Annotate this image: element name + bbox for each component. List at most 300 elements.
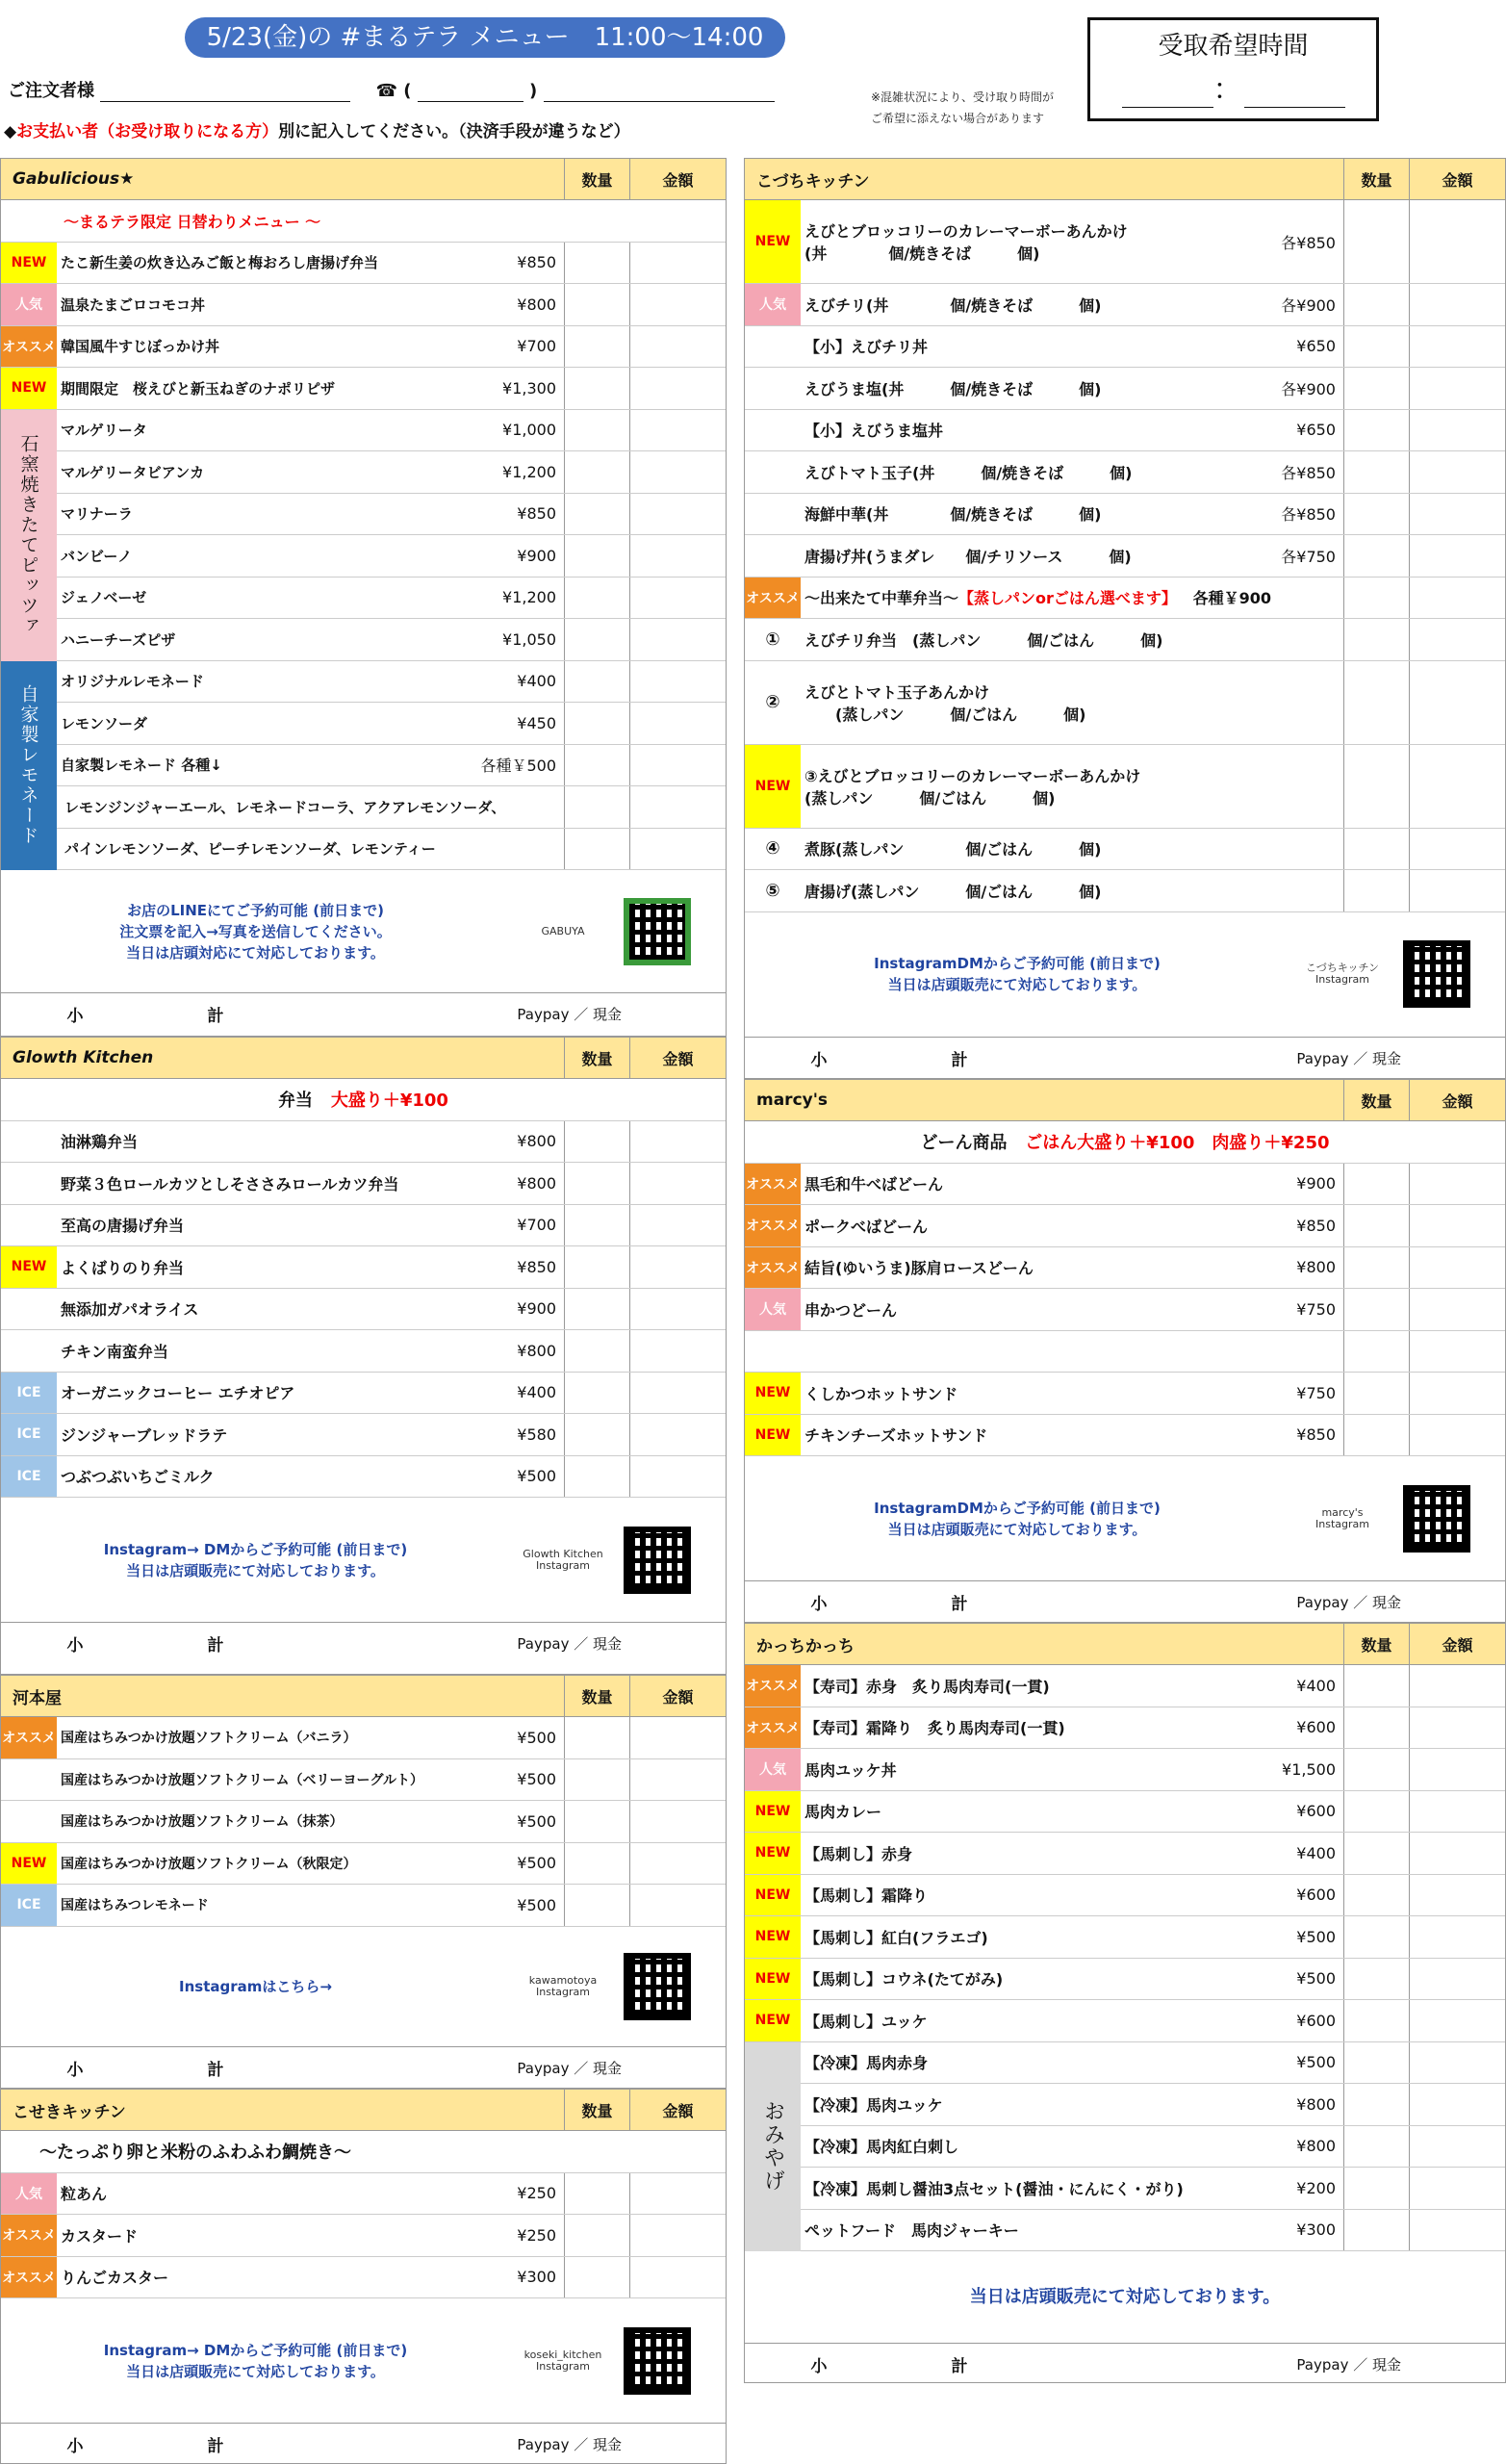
quantity-cell[interactable] <box>564 243 629 284</box>
phone-field[interactable] <box>418 81 523 102</box>
amount-cell[interactable] <box>629 1717 726 1758</box>
pickup-time-box[interactable] <box>1087 17 1379 121</box>
quantity-cell[interactable] <box>1343 745 1409 828</box>
item-name: マルゲリータ <box>61 422 147 440</box>
amount-cell[interactable] <box>629 661 726 703</box>
quantity-cell[interactable] <box>1343 870 1409 911</box>
item-price: ¥300 <box>517 2268 556 2287</box>
amount-cell[interactable] <box>1409 2042 1505 2084</box>
menu-item-row <box>1 2215 726 2257</box>
item-name: カスタード <box>61 2226 139 2246</box>
menu-item-row <box>1 535 726 578</box>
amount-cell[interactable] <box>629 1205 726 1246</box>
quantity-cell[interactable] <box>1343 1959 1409 2000</box>
item-price: ¥750 <box>1296 1299 1336 1319</box>
quantity-cell[interactable] <box>1343 410 1409 451</box>
item-name: えびうま塩(丼 個/焼きそば 個) <box>804 379 1102 398</box>
quantity-cell[interactable] <box>1343 2126 1409 2168</box>
menu-item-row <box>1 1246 726 1289</box>
quantity-cell[interactable] <box>564 1246 629 1288</box>
orderer-label: ご注文者様 <box>8 81 94 101</box>
item-badge: 人気 <box>745 1749 801 1790</box>
menu-item-row <box>745 1791 1505 1834</box>
item-name: つぶつぶいちごミルク <box>61 1468 215 1487</box>
qr-caption: GABUYA <box>541 924 585 937</box>
item-price: 各¥850 <box>1281 505 1336 525</box>
amount-cell[interactable] <box>629 451 726 493</box>
marcys-header <box>745 1080 1505 1121</box>
amount-cell[interactable] <box>629 786 726 828</box>
item-name: 黒毛和牛べばどーん <box>804 1175 944 1194</box>
quantity-cell[interactable] <box>1343 2042 1409 2084</box>
instagram-qr-code[interactable] <box>1403 1485 1470 1553</box>
amount-cell[interactable] <box>1409 1205 1505 1246</box>
amount-cell[interactable] <box>629 703 726 744</box>
subtotal-row: 小 計 Paypay ／ 現金 <box>745 2344 1505 2385</box>
item-name-line2: (丼 個/焼きそば 個) <box>804 244 1040 263</box>
item-badge: NEW <box>745 2000 801 2041</box>
menu-item-row <box>1 1717 726 1759</box>
amount-cell[interactable] <box>1409 661 1505 744</box>
info-line: 当日は店頭販売にて対応しております。 <box>887 1520 1147 1538</box>
payment-method[interactable]: Paypay ／ 現金 <box>1296 1594 1401 1611</box>
quantity-cell[interactable] <box>564 786 629 828</box>
qr-caption <box>1289 1507 1395 1530</box>
item-badge <box>1 1801 57 1842</box>
item-name <box>801 661 1343 744</box>
amount-cell[interactable] <box>1409 410 1505 451</box>
quantity-cell[interactable] <box>1343 1331 1409 1373</box>
line-qr-code[interactable] <box>624 898 691 965</box>
amount-cell[interactable] <box>629 1843 726 1885</box>
quantity-cell[interactable] <box>1343 1665 1409 1707</box>
menu-item-row <box>745 1916 1505 1959</box>
menu-item-row <box>745 326 1505 369</box>
orderer-name-field[interactable] <box>100 81 350 102</box>
quantity-cell[interactable] <box>1343 200 1409 283</box>
quantity-cell[interactable] <box>564 326 629 368</box>
qr-caption-line: kawamotoya <box>528 1973 598 1987</box>
amount-cell[interactable] <box>1409 494 1505 535</box>
item-name: 自家製レモネード 各種↓ <box>61 757 222 775</box>
menu-item-row <box>745 1289 1505 1331</box>
item-name: 至高の唐揚げ弁当 <box>61 1217 185 1236</box>
item-badge: NEW <box>745 1373 801 1414</box>
amount-cell[interactable] <box>629 1246 726 1288</box>
subtotal-row: 小 計 Paypay ／ 現金 <box>745 1581 1505 1623</box>
payment-method[interactable]: Paypay ／ 現金 <box>1296 1049 1401 1067</box>
quantity-cell[interactable] <box>1343 1205 1409 1246</box>
item-badge: オススメ <box>745 1164 801 1205</box>
instagram-qr-code[interactable] <box>624 1527 691 1594</box>
quantity-cell[interactable] <box>1343 619 1409 660</box>
special-subheader: 〜まるテラ限定 日替わりメニュー 〜 <box>1 200 726 243</box>
amount-cell[interactable] <box>1409 1415 1505 1456</box>
info-line: 当日は店頭販売にて対応しております。 <box>126 1561 385 1579</box>
amount-cell[interactable] <box>629 2257 726 2298</box>
item-price: ¥850 <box>517 253 556 272</box>
quantity-cell[interactable] <box>564 284 629 325</box>
amount-cell[interactable] <box>1409 535 1505 577</box>
qr-caption-line: Instagram <box>1315 1517 1369 1530</box>
info-line: 当日は店頭対応にて対応しております。 <box>126 943 385 962</box>
quantity-cell[interactable] <box>564 451 629 493</box>
item-name: 【冷凍】馬肉紅白刺し <box>804 2138 959 2157</box>
item-name: 韓国風牛すじぼっかけ丼 <box>61 338 220 356</box>
qr-caption-line: koseki_kitchen <box>523 2348 602 2361</box>
kodzuchi-info <box>745 912 1505 1038</box>
phone-close: ) <box>529 81 538 101</box>
item-name-line1: えびとブロッコリーのカレーマーボーあんかけ <box>804 222 1128 241</box>
quantity-cell[interactable] <box>564 1289 629 1330</box>
quantity-cell[interactable] <box>564 368 629 409</box>
amount-cell[interactable] <box>1409 200 1505 283</box>
quantity-cell[interactable] <box>564 1205 629 1246</box>
payment-note-rest: 別に記入してください。（決済手段が違うなど） <box>278 122 630 141</box>
page-title: 5/23(金)の #まるテラ メニュー 11:00〜14:00 <box>185 17 785 58</box>
quantity-cell[interactable] <box>564 1885 629 1926</box>
quantity-cell[interactable] <box>564 1717 629 1758</box>
item-name: レモンソーダ <box>61 714 148 732</box>
quantity-cell[interactable] <box>564 1373 629 1414</box>
shop-name: 河本屋 <box>13 1688 62 1708</box>
amount-cell[interactable] <box>629 410 726 451</box>
instagram-qr-code[interactable] <box>1403 940 1470 1008</box>
quantity-cell[interactable] <box>1343 2000 1409 2041</box>
amount-cell[interactable] <box>629 578 726 619</box>
quantity-cell[interactable] <box>1343 1916 1409 1958</box>
amount-cell[interactable] <box>1409 451 1505 493</box>
amount-cell[interactable] <box>1409 1959 1505 2000</box>
quantity-cell[interactable] <box>564 619 629 660</box>
menu-item-row <box>745 2210 1505 2252</box>
quantity-cell[interactable] <box>1343 1875 1409 1916</box>
menu-item-row <box>1 745 726 787</box>
info-line: お店のLINEにてご予約可能 (前日まで) <box>127 901 384 919</box>
amount-cell[interactable] <box>1409 284 1505 325</box>
amount-cell[interactable] <box>629 619 726 660</box>
menu-item-row <box>1 1801 726 1843</box>
item-name: 【馬刺し】赤身 <box>804 1844 913 1863</box>
amount-cell[interactable] <box>1409 1331 1505 1373</box>
quantity-cell[interactable] <box>1343 1289 1409 1330</box>
menu-item-row <box>1 1163 726 1205</box>
quantity-cell[interactable] <box>1343 535 1409 577</box>
amount-cell[interactable] <box>1409 1373 1505 1414</box>
amount-cell[interactable] <box>629 2215 726 2256</box>
quantity-cell[interactable] <box>564 2257 629 2298</box>
quantity-cell[interactable] <box>1343 368 1409 409</box>
quantity-cell[interactable] <box>1343 1415 1409 1456</box>
item-badge: オススメ <box>1 2257 57 2298</box>
payment-method[interactable]: Paypay ／ 現金 <box>517 2436 622 2453</box>
amount-cell[interactable] <box>1409 2084 1505 2125</box>
item-badge: オススメ <box>1 326 57 368</box>
shop-name: かっちかっち <box>756 1636 855 1656</box>
shop-name: Gabulicious★ <box>13 169 135 189</box>
item-name: 【寿司】霜降り 炙り馬肉寿司(一貫) <box>804 1719 1065 1738</box>
quantity-cell[interactable] <box>1343 1833 1409 1874</box>
amount-cell[interactable] <box>629 1289 726 1330</box>
item-badge <box>745 410 801 451</box>
item-price <box>556 829 564 870</box>
gabulicious-header <box>1 159 726 200</box>
item-price: ¥400 <box>1296 1676 1336 1695</box>
menu-item-row <box>745 1875 1505 1917</box>
quantity-cell[interactable] <box>1343 2168 1409 2209</box>
amount-cell[interactable] <box>629 1163 726 1204</box>
amount-cell[interactable] <box>629 829 726 870</box>
subtotal-row: 小 計 Paypay ／ 現金 <box>1 993 726 1035</box>
glowth-section <box>0 1037 727 1675</box>
quantity-cell[interactable] <box>564 2215 629 2256</box>
qr-caption <box>510 1975 616 1998</box>
menu-item-row <box>745 2000 1505 2042</box>
info-line: 当日は店頭販売にて対応しております。 <box>126 2362 385 2380</box>
quantity-cell[interactable] <box>1343 2210 1409 2251</box>
amount-cell[interactable] <box>629 1330 726 1372</box>
koseki-section <box>0 2089 727 2464</box>
menu-item-row <box>745 829 1505 871</box>
menu-item-row <box>745 1205 1505 1247</box>
pickup-time-field[interactable]: ： <box>1090 65 1376 108</box>
item-price: ¥650 <box>1296 421 1336 440</box>
menu-item-row <box>745 619 1505 661</box>
quantity-cell[interactable] <box>564 1456 629 1498</box>
menu-item-row <box>745 1959 1505 2001</box>
amount-cell[interactable] <box>1409 1833 1505 1874</box>
badge: オススメ <box>745 578 801 619</box>
item-name: 唐揚げ(蒸しパン 個/ごはん 個) <box>804 882 1102 901</box>
item-badge <box>1 1759 57 1801</box>
qr-caption-line: Instagram <box>536 1558 590 1572</box>
menu-item-row <box>1 2173 726 2216</box>
quantity-cell[interactable] <box>564 1759 629 1801</box>
item-price: ¥200 <box>1296 2178 1336 2197</box>
amount-cell[interactable] <box>629 494 726 535</box>
item-badge <box>745 326 801 368</box>
amount-cell[interactable] <box>629 535 726 577</box>
item-badge <box>1 1289 57 1330</box>
subtotal-row: 小 計 Paypay ／ 現金 <box>745 1038 1505 1079</box>
amount-cell[interactable] <box>1409 1164 1505 1205</box>
amount-cell[interactable] <box>1409 2210 1505 2251</box>
menu-item-row <box>745 1373 1505 1415</box>
quantity-cell[interactable] <box>564 1121 629 1163</box>
amount-cell[interactable] <box>1409 1707 1505 1749</box>
item-price: ¥250 <box>517 2225 556 2245</box>
amount-cell[interactable] <box>1409 1665 1505 1707</box>
quantity-cell[interactable] <box>564 1414 629 1455</box>
info-line: Instagram→ DMからご予約可能 (前日まで) <box>103 2341 408 2359</box>
item-price: ¥500 <box>517 1811 556 1831</box>
item-name: りんごカスター <box>61 2269 169 2288</box>
amount-cell[interactable] <box>1409 829 1505 870</box>
quantity-cell[interactable] <box>1343 1707 1409 1749</box>
item-badge <box>745 1331 801 1373</box>
quantity-cell[interactable] <box>564 661 629 703</box>
item-name: パインレモンソーダ、ピーチレモンソーダ、レモンティー <box>64 840 436 859</box>
item-name: 【馬刺し】紅白(フラエゴ) <box>804 1928 988 1947</box>
item-price: ¥900 <box>517 1299 556 1319</box>
amount-cell[interactable] <box>629 745 726 786</box>
quantity-cell[interactable] <box>1343 1247 1409 1289</box>
item-price: ¥500 <box>517 1895 556 1914</box>
quantity-cell[interactable] <box>1343 1164 1409 1205</box>
qty-header: 数量 <box>1343 1080 1409 1120</box>
quantity-cell[interactable] <box>1343 1373 1409 1414</box>
quantity-cell[interactable] <box>1343 2084 1409 2125</box>
menu-item-row <box>1 703 726 745</box>
shop-name: marcy's <box>756 1091 829 1110</box>
quantity-cell[interactable] <box>564 703 629 744</box>
item-name: えびチリ弁当 (蒸しパン 個/ごはん 個) <box>804 630 1163 650</box>
amount-cell[interactable] <box>1409 870 1505 911</box>
amount-cell[interactable] <box>629 2173 726 2215</box>
amount-cell[interactable] <box>1409 1916 1505 1958</box>
quantity-cell[interactable] <box>564 1163 629 1204</box>
amount-cell[interactable] <box>629 1801 726 1842</box>
info-line: 当日は店頭販売にて対応しております。 <box>969 2286 1281 2307</box>
menu-item-row <box>1 1373 726 1415</box>
amount-cell[interactable] <box>1409 2126 1505 2168</box>
quantity-cell[interactable] <box>564 1801 629 1842</box>
item-badge: NEW <box>745 1415 801 1456</box>
item-badge: ⑤ <box>765 880 780 901</box>
amount-cell[interactable] <box>1409 2000 1505 2041</box>
item-name: 粒あん <box>61 2185 108 2204</box>
glowth-header <box>1 1038 726 1079</box>
amount-cell[interactable] <box>629 326 726 368</box>
quantity-cell[interactable] <box>1343 1791 1409 1833</box>
quantity-cell[interactable] <box>1343 284 1409 325</box>
item-price: ¥800 <box>517 1173 556 1193</box>
instagram-qr-code[interactable] <box>624 2327 691 2395</box>
item-price: ¥700 <box>517 337 556 356</box>
item-price: ¥1,200 <box>502 462 556 481</box>
item-badge <box>1 1205 57 1246</box>
info-line: 当日は店頭販売にて対応しております。 <box>887 976 1147 993</box>
item-price: ¥900 <box>517 546 556 565</box>
quantity-cell[interactable] <box>1343 494 1409 535</box>
item-name: 結旨(ゆいうま)豚肩ロースどーん <box>804 1259 1034 1278</box>
item-badge: NEW <box>1 1246 57 1288</box>
amount-cell[interactable] <box>1409 1289 1505 1330</box>
amount-cell[interactable] <box>1409 1749 1505 1790</box>
quantity-cell[interactable] <box>1343 1749 1409 1790</box>
quantity-cell[interactable] <box>1343 326 1409 368</box>
item-price: ¥850 <box>517 504 556 524</box>
amount-cell[interactable] <box>1409 1875 1505 1916</box>
quantity-cell[interactable] <box>564 410 629 451</box>
quantity-cell[interactable] <box>564 578 629 619</box>
quantity-cell[interactable] <box>564 535 629 577</box>
amount-cell[interactable] <box>1409 2168 1505 2209</box>
item-badge: NEW <box>745 200 801 283</box>
item-price: ¥1,200 <box>502 588 556 607</box>
item-badge: ④ <box>765 838 780 860</box>
amount-cell[interactable] <box>1409 326 1505 368</box>
quantity-cell[interactable] <box>564 494 629 535</box>
payment-method[interactable]: Paypay ／ 現金 <box>517 1635 622 1653</box>
amount-cell[interactable] <box>629 1456 726 1498</box>
item-name: くしかつホットサンド <box>804 1384 958 1403</box>
quantity-cell[interactable] <box>1343 829 1409 870</box>
item-badge: オススメ <box>745 1205 801 1246</box>
amount-cell[interactable] <box>1409 1791 1505 1833</box>
payment-method[interactable]: Paypay ／ 現金 <box>517 2059 622 2077</box>
item-price: ¥800 <box>517 1341 556 1360</box>
amount-cell[interactable] <box>1409 1247 1505 1289</box>
payment-method[interactable]: Paypay ／ 現金 <box>1296 2356 1401 2374</box>
amount-cell[interactable] <box>629 243 726 284</box>
qr-caption-line: Instagram <box>536 2359 590 2373</box>
item-name: たこ新生姜の炊き込みご飯と梅おろし唐揚げ弁当 <box>61 254 379 272</box>
amount-cell[interactable] <box>1409 619 1505 660</box>
item-price: ¥800 <box>517 295 556 314</box>
qr-caption <box>510 2349 616 2373</box>
kodzuchi-header <box>745 159 1505 200</box>
amount-cell[interactable] <box>629 1885 726 1926</box>
quantity-cell[interactable] <box>1343 451 1409 493</box>
shop-name: Glowth Kitchen <box>13 1048 154 1067</box>
item-badge <box>1 1163 57 1204</box>
item-badge: NEW <box>745 1875 801 1916</box>
quantity-cell[interactable] <box>564 2173 629 2215</box>
amount-cell[interactable] <box>629 1414 726 1455</box>
item-name: 無添加ガパオライス <box>61 1300 199 1320</box>
item-badge: ICE <box>1 1456 57 1498</box>
quantity-cell[interactable] <box>564 1330 629 1372</box>
amount-cell[interactable] <box>629 284 726 325</box>
item-price: ¥500 <box>517 1467 556 1486</box>
item-name: 【冷凍】馬肉ユッケ <box>804 2095 943 2115</box>
info-line: Instagram→ DMからご予約可能 (前日まで) <box>103 1540 408 1558</box>
amount-cell[interactable] <box>629 1759 726 1801</box>
item-price: ¥700 <box>517 1216 556 1235</box>
qr-caption <box>1289 962 1395 986</box>
marcys-info <box>745 1456 1505 1581</box>
payment-method[interactable]: Paypay ／ 現金 <box>517 1006 622 1023</box>
item-price: ¥600 <box>1296 1802 1336 1821</box>
quantity-cell[interactable] <box>564 1843 629 1885</box>
instagram-qr-code[interactable] <box>624 1953 691 2020</box>
subtotal-row: 小 計 Paypay ／ 現金 <box>1 2424 726 2464</box>
subtotal-row: 小 計 Paypay ／ 現金 <box>1 2047 726 2089</box>
quantity-cell[interactable] <box>564 745 629 786</box>
item-name: オーガニックコーヒー エチオピア <box>61 1384 295 1403</box>
quantity-cell[interactable] <box>564 829 629 870</box>
item-price: 各¥750 <box>1281 547 1336 566</box>
amount-cell[interactable] <box>1409 745 1505 828</box>
item-name: 【馬刺し】コウネ(たてがみ) <box>804 1970 1004 1989</box>
item-price: ¥500 <box>1296 2053 1336 2072</box>
item-badge: ② <box>765 692 780 712</box>
amount-cell[interactable] <box>629 1121 726 1163</box>
amount-cell[interactable] <box>1409 368 1505 409</box>
kawamotoya-header <box>1 1676 726 1717</box>
item-price: ¥500 <box>1296 1969 1336 1989</box>
quantity-cell[interactable] <box>1343 661 1409 744</box>
item-name: 【馬刺し】ユッケ <box>804 2012 928 2031</box>
item-badge: 人気 <box>745 1289 801 1330</box>
item-price: ¥400 <box>1296 1843 1336 1862</box>
amount-cell[interactable] <box>629 368 726 409</box>
amount-cell[interactable] <box>629 1373 726 1414</box>
crowd-note-1: ※混雑状況により、受け取り時間が <box>871 90 1055 104</box>
taiyaki-subheader: 〜たっぷり卵と米粉のふわふわ鯛焼き〜 <box>1 2131 726 2173</box>
menu-item-row <box>1 1205 726 1247</box>
